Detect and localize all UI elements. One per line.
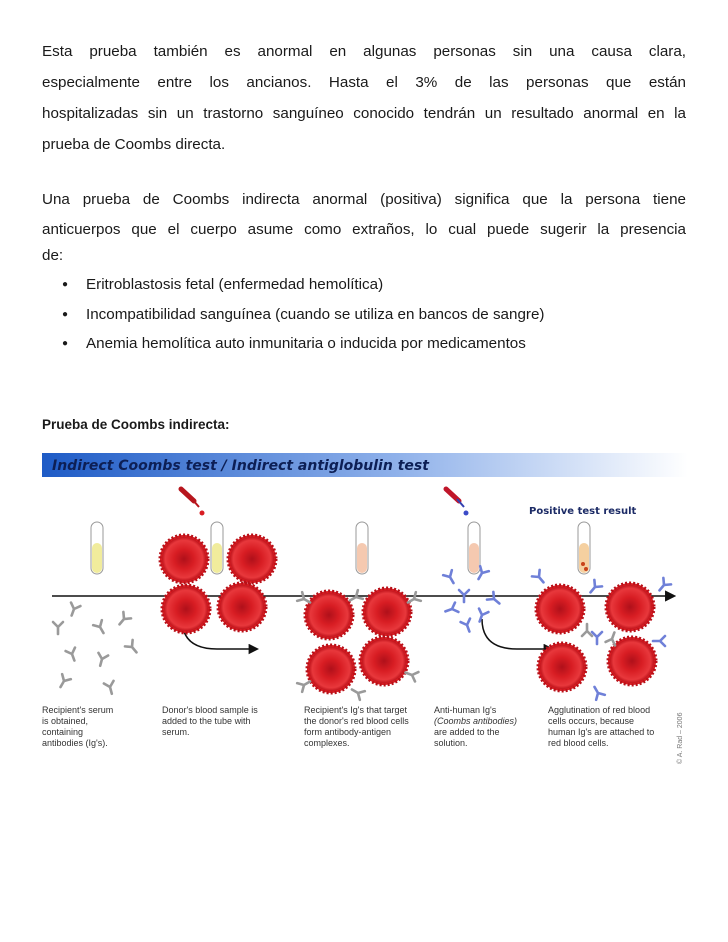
test-tube-5	[578, 522, 590, 574]
coombs-test-figure	[42, 449, 688, 779]
paragraph-1-line-1: Esta prueba también es anormal en algunas personas sin una causa clara,	[42, 43, 686, 60]
caption-4: Anti-human Ig's (Coombs antibodies) are added to the solution.	[434, 705, 518, 748]
caption-2: Donor's blood sample is added to the tube with serum.	[162, 705, 258, 737]
paragraph-2-line-1: Una prueba de Coombs indirecta anormal (positiva) significa que la persona tiene	[42, 191, 686, 208]
red-blood-cell	[162, 585, 210, 633]
blue-dropper-icon	[446, 489, 469, 516]
red-blood-cell	[160, 535, 208, 583]
red-blood-cell	[218, 583, 266, 631]
red-dropper-icon	[181, 489, 205, 516]
figure-title: Indirect Coombs test / Indirect antiglobulin test	[52, 458, 429, 474]
test-tube-4	[468, 522, 480, 574]
copyright: © A. Rad – 2006	[677, 712, 684, 764]
paragraph-2-line-3: de:	[42, 247, 64, 264]
test-tube-2	[211, 522, 223, 574]
test-tube-1	[91, 522, 103, 574]
paragraph-1-line-4: prueba de Coombs directa.	[42, 136, 226, 153]
bullet-item: ● Eritroblastosis fetal (enfermedad hemolítica)	[42, 270, 544, 300]
paragraph-1-line-3: hospitalizadas sin un trastorno sanguíneo conocido tendrán un resultado anormal en la	[42, 105, 686, 122]
free-antibodies	[53, 603, 140, 695]
positive-result-label: Positive test result	[529, 506, 637, 517]
test-tube-3	[356, 522, 368, 574]
caption-5: Agglutination of red blood cells occurs, because human Ig's are attached to red blood cells.	[548, 705, 655, 748]
bullet-item: ● Incompatibilidad sanguínea (cuando se utiliza en bancos de sangre)	[42, 300, 544, 330]
paragraph-1-line-2: especialmente entre los ancianos. Hasta el 3% de las personas que están	[42, 74, 686, 91]
bullet-list	[42, 270, 544, 359]
agglutinated-cells	[532, 570, 671, 700]
coombs-antibodies	[443, 566, 502, 633]
antibody-coated-cells	[297, 588, 421, 700]
section-heading: Prueba de Coombs indirecta:	[42, 417, 230, 432]
bullet-item: ● Anemia hemolítica auto inmunitaria o inducida por medicamentos	[42, 329, 544, 359]
caption-1: Recipient's serum is obtained, containing antibodies (Ig's).	[42, 705, 114, 748]
paragraph-2-line-2: anticuerpos que el cuerpo asume como extraños, lo cual puede sugerir la presencia	[42, 221, 686, 238]
red-blood-cell	[228, 535, 276, 583]
caption-3: Recipient's Ig's that target the donor's red blood cells form antibody-antigen complexes.	[304, 705, 409, 748]
